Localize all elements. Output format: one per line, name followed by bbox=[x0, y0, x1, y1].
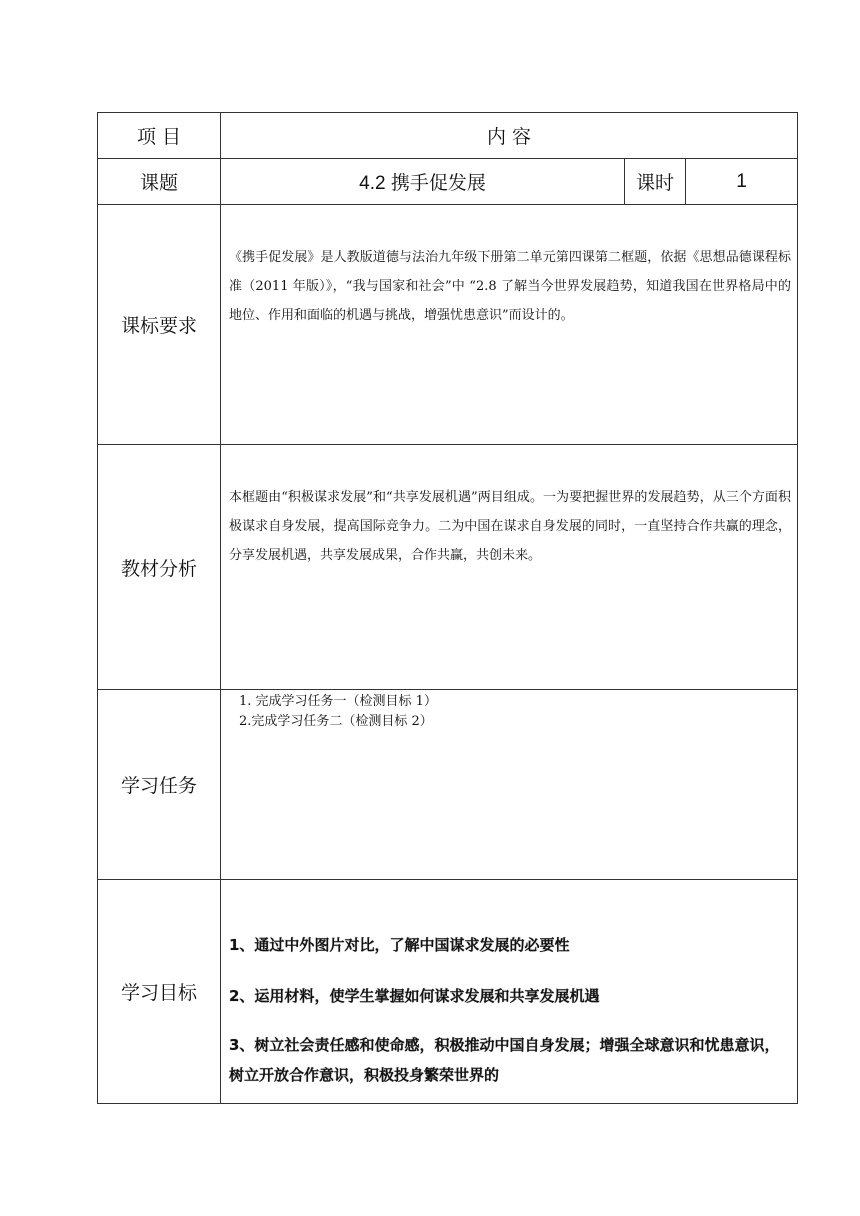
analysis-row bbox=[98, 445, 797, 690]
topic-title: 4.2 携手促发展 bbox=[221, 159, 625, 204]
analysis-text: 本框题由“积极谋求发展”和“共享发展机遇”两目组成。一为要把握世界的发展趋势，从三个方面积极谋求自身发展，提高国际竞争力。二为中国在谋求自身发展的同时，一直坚持合作共赢的理念，分享发展机遇，共享发展成果，合作共赢，共创未来。 bbox=[229, 490, 791, 563]
standard-row bbox=[98, 205, 797, 445]
topic-row bbox=[98, 159, 797, 205]
goals-label: 学习目标 bbox=[98, 880, 221, 1103]
tasks-content bbox=[221, 690, 797, 879]
goal-item: 1、通过中外图片对比，了解中国谋求发展的必要性 bbox=[229, 936, 570, 954]
tasks-list bbox=[239, 692, 437, 732]
goals-row bbox=[98, 880, 797, 1103]
period-label: 课时 bbox=[625, 159, 686, 204]
period-value: 1 bbox=[736, 170, 747, 192]
standard-label: 课标要求 bbox=[98, 205, 221, 444]
header-row bbox=[98, 113, 797, 159]
header-item-label: 项 目 bbox=[98, 113, 221, 158]
task-item: 1. 完成学习任务一（检测目标 1） bbox=[239, 694, 437, 709]
tasks-label: 学习任务 bbox=[98, 690, 221, 879]
goals-content bbox=[221, 880, 797, 1103]
analysis-content bbox=[221, 445, 797, 689]
topic-label: 课题 bbox=[98, 159, 221, 204]
analysis-label: 教材分析 bbox=[98, 445, 221, 689]
standard-text: 《携手促发展》是人教版道德与法治九年级下册第二单元第四课第二框题，依据《思想品德课程标准（2011 年版）》，“我与国家和社会”中 “2.8 了解当今世界发展趋势，知道我国在世界格局中的地位、作用和面临的机遇与挑战，增强忧患意识”而设计的。 bbox=[229, 250, 791, 323]
lesson-plan-table bbox=[97, 112, 798, 1104]
header-content-label: 内 容 bbox=[486, 126, 532, 148]
standard-content bbox=[221, 205, 797, 444]
tasks-row bbox=[98, 690, 797, 880]
task-item: 2.完成学习任务二（检测目标 2） bbox=[239, 714, 433, 729]
goal-item: 2、运用材料，使学生掌握如何谋求发展和共享发展机遇 bbox=[229, 987, 600, 1005]
goal-item: 3、树立社会责任感和使命感，积极推动中国自身发展；增强全球意识和忧患意识，树立开放合作意识，积极投身繁荣世界的 bbox=[229, 1036, 780, 1084]
